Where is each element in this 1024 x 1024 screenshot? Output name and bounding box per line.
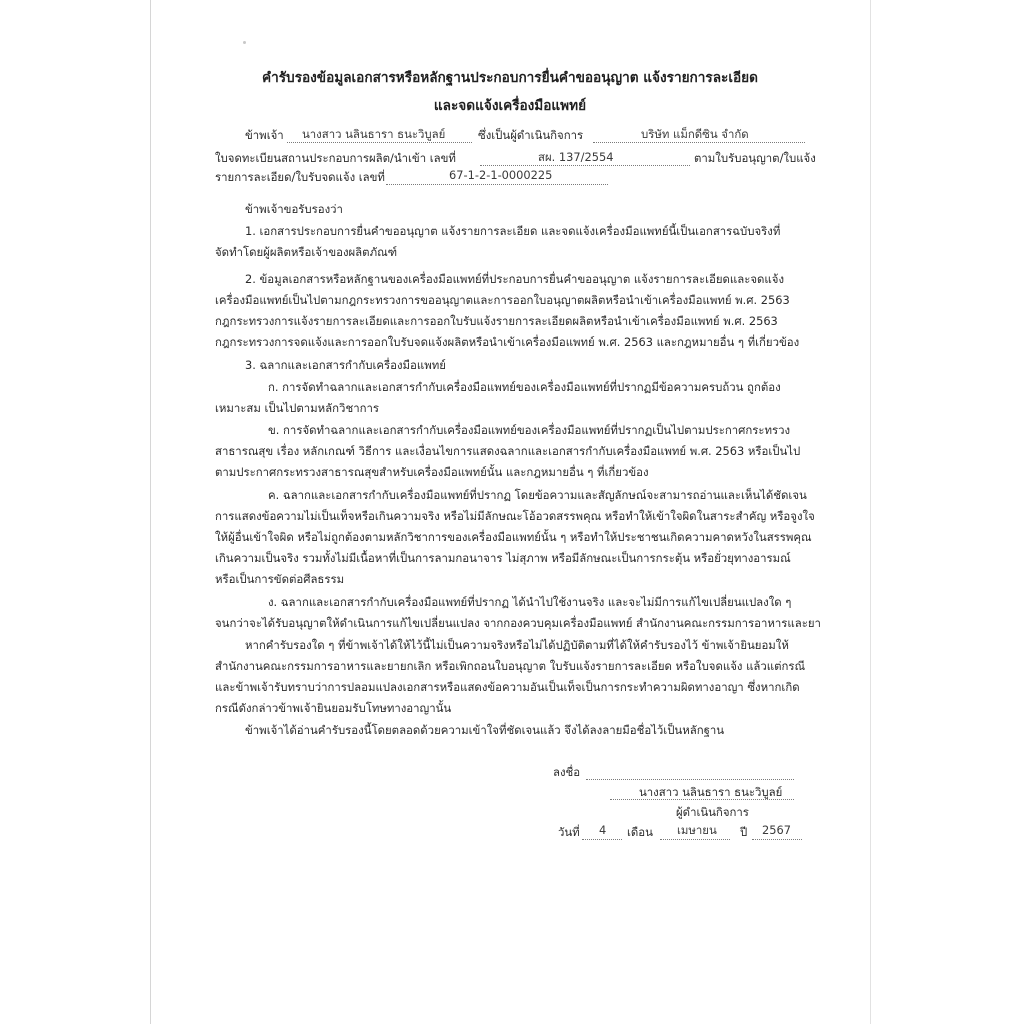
clause-3c-line1: ค. ฉลากและเอกสารกำกับเครื่องมือแพทย์ที่ปรากฏ โดยข้อความและสัญลักษณ์จะสามารถอ่านและเห็นได้ชัดเจน [268, 488, 807, 502]
clause-3c-line5: หรือเป็นการขัดต่อศีลธรรม [215, 572, 345, 586]
day-value: 4 [599, 823, 607, 837]
company-underline [593, 142, 805, 143]
operator-label: ซึ่งเป็นผู้ดำเนินกิจการ [478, 128, 584, 142]
permit-number: 67-1-2-1-0000225 [449, 168, 553, 182]
clause-3b-line1: ข. การจัดทำฉลากและเอกสารกำกับเครื่องมือแพทย์ของเครื่องมือแพทย์ที่ปรากฏเป็นไปตามประกาศกระทรวง [268, 423, 791, 437]
clause-2-line1: 2. ข้อมูลเอกสารหรือหลักฐานของเครื่องมือแพทย์ที่ประกอบการยื่นคำขออนุญาต แจ้งรายการละเอียดและจดแจ้ง [245, 272, 785, 286]
signature-underline [586, 779, 794, 780]
name-underline [287, 142, 472, 143]
day-label: วันที่ [558, 825, 580, 839]
document-title-line2: และจดแจ้งเครื่องมือแพทย์ [433, 98, 587, 114]
clause-3c-line3: ให้ผู้อื่นเข้าใจผิด หรือไม่ถูกต้องตามหลักวิชาการของเครื่องมือแพทย์นั้น ๆ หรือทำให้ประชาชนเกิดความคาดหวังในสรรพคุณ [215, 530, 812, 544]
clause-3-heading: 3. ฉลากและเอกสารกำกับเครื่องมือแพทย์ [245, 358, 446, 372]
signatory-name-underline [610, 799, 794, 800]
year-value: 2567 [762, 823, 791, 837]
applicant-name: นางสาว นลินธารา ธนะวิบูลย์ [302, 127, 446, 141]
clause-1-line1: 1. เอกสารประกอบการยื่นคำขออนุญาต แจ้งรายการละเอียด และจดแจ้งเครื่องมือแพทย์นี้เป็นเอกสารฉบับจริงที่ [245, 224, 781, 238]
signatory-role: ผู้ดำเนินกิจการ [676, 805, 749, 819]
company-name: บริษัท แม็กดีซิน จำกัด [641, 127, 749, 141]
month-underline [660, 839, 730, 840]
permit-underline [386, 184, 608, 185]
clause-3a-line2: เหมาะสม เป็นไปตามหลักวิชาการ [215, 401, 379, 415]
clause-3b-line2: สาธารณสุข เรื่อง หลักเกณฑ์ วิธีการ และเงื่อนไขการแสดงฉลากและเอกสารกำกับเครื่องมือแพทย์ พ.ศ. 2563 หรือเป็นไป [215, 444, 801, 458]
month-value: เมษายน [677, 823, 717, 837]
signature-label: ลงชื่อ [553, 765, 581, 779]
clause-3d-line2: จนกว่าจะได้รับอนุญาตให้ดำเนินการแก้ไขเปลี่ยนแปลง จากกองควบคุมเครื่องมือแพทย์ สำนักงานคณะกรรมการอาหารและยา [215, 616, 821, 630]
penalty-line3: และข้าพเจ้ารับทราบว่าการปลอมแปลงเอกสารหรือแสดงข้อความอันเป็นเท็จเป็นการกระทำความผิดทางอาญา ซึ่งหากเกิด [215, 680, 800, 694]
day-underline [582, 839, 622, 840]
scan-speck [243, 41, 246, 44]
license-underline [480, 165, 690, 166]
permit-label-2: รายการละเอียด/ใบรับจดแจ้ง เลขที่ [215, 170, 385, 184]
clause-3b-line3: ตามประกาศกระทรวงสาธารณสุขสำหรับเครื่องมือแพทย์นั้น และกฎหมายอื่น ๆ ที่เกี่ยวข้อง [215, 465, 649, 479]
permit-label: ตามใบรับอนุญาต/ใบแจ้ง [694, 151, 816, 165]
intro-text: ข้าพเจ้าขอรับรองว่า [245, 202, 343, 216]
clause-2-line3: กฎกระทรวงการแจ้งรายการละเอียดและการออกใบรับแจ้งรายการละเอียดผลิตหรือนำเข้าเครื่องมือแพทย์ พ.ศ. 2563 [215, 314, 778, 328]
clause-1-line2: จัดทำโดยผู้ผลิตหรือเจ้าของผลิตภัณฑ์ [215, 245, 398, 259]
clause-3c-line4: เกินความเป็นจริง รวมทั้งไม่มีเนื้อหาที่เป็นการลามกอนาจาร ไม่สุภาพ หรือมีลักษณะเป็นการกระตุ้น หรือยั่วยุทางอารมณ์ [215, 551, 791, 565]
clause-3c-line2: การแสดงข้อความไม่เป็นเท็จหรือเกินความจริง หรือไม่มีลักษณะโอ้อวดสรรพคุณ หรือทำให้เข้าใจผิดในสาระสำคัญ หรือจูงใจ [215, 509, 815, 523]
acknowledgement-line: ข้าพเจ้าได้อ่านคำรับรองนี้โดยตลอดด้วยความเข้าใจที่ชัดเจนแล้ว จึงได้ลงลายมือชื่อไว้เป็นหลักฐาน [245, 723, 725, 737]
license-number: สผ. 137/2554 [538, 150, 614, 164]
penalty-line2: สำนักงานคณะกรรมการอาหารและยายกเลิก หรือเพิกถอนใบอนุญาต ใบรับแจ้งรายการละเอียด หรือใบจดแจ้ง แล้วแต่กรณี [215, 659, 806, 673]
page-edge-right [870, 0, 871, 1024]
clause-2-line2: เครื่องมือแพทย์เป็นไปตามกฎกระทรวงการขออนุญาตและการออกใบอนุญาตผลิตหรือนำเข้าเครื่องมือแพทย์ พ.ศ. 2563 [215, 293, 790, 307]
page-edge-left [150, 0, 151, 1024]
year-label: ปี [740, 825, 748, 839]
year-underline [752, 839, 802, 840]
penalty-line4: กรณีดังกล่าวข้าพเจ้ายินยอมรับโทษทางอาญานั้น [215, 701, 452, 715]
document-title-line1: คำรับรองข้อมูลเอกสารหรือหลักฐานประกอบการยื่นคำขออนุญาต แจ้งรายการละเอียด [262, 70, 758, 86]
clause-3a-line1: ก. การจัดทำฉลากและเอกสารกำกับเครื่องมือแพทย์ของเครื่องมือแพทย์ที่ปรากฏมีข้อความครบถ้วน ถูกต้อง [268, 380, 781, 394]
clause-3d-line1: ง. ฉลากและเอกสารกำกับเครื่องมือแพทย์ที่ปรากฏ ได้นำไปใช้งานจริง และจะไม่มีการแก้ไขเปลี่ยนแปลงใด ๆ [268, 595, 792, 609]
license-label: ใบจดทะเบียนสถานประกอบการผลิต/นำเข้า เลขที่ [215, 151, 456, 165]
signatory-name: นางสาว นลินธารา ธนะวิบูลย์ [639, 785, 783, 799]
month-label: เดือน [627, 825, 653, 839]
clause-2-line4: กฎกระทรวงการจดแจ้งและการออกใบรับจดแจ้งผลิตหรือนำเข้าเครื่องมือแพทย์ พ.ศ. 2563 และกฎหมายอื่น ๆ ที่เกี่ยวข้อง [215, 335, 800, 349]
i-label: ข้าพเจ้า [245, 128, 284, 142]
penalty-line1: หากคำรับรองใด ๆ ที่ข้าพเจ้าได้ให้ไว้นี้ไม่เป็นความจริงหรือไม่ได้ปฏิบัติตามที่ได้ให้คำรับรองไว้ ข้าพเจ้ายินยอมให้ [245, 638, 789, 652]
